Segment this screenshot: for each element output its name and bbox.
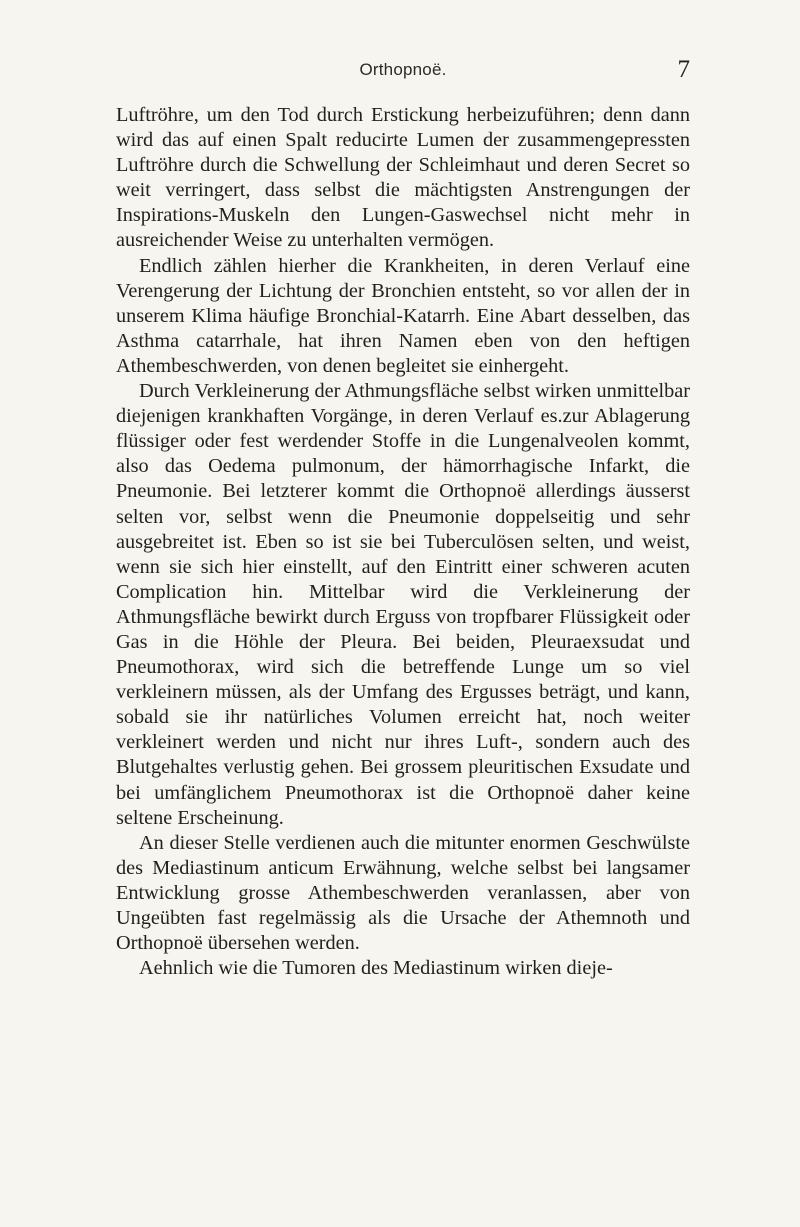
running-head-title: Orthopnoë. bbox=[359, 60, 447, 79]
paragraph: An dieser Stelle verdienen auch die mitunter enormen Geschwülste des Mediastinum anticum Erwähnung, welche selbst bei langsamer Entwicklung grosse Athembeschwerden veranlassen, aber von Ungeübten fast regelmässig als die Ursache der Athemnoth und Orthopnoë übersehen werden. bbox=[116, 831, 690, 955]
running-head bbox=[116, 56, 690, 88]
paragraph: Luftröhre, um den Tod durch Erstickung herbeizuführen; denn dann wird das auf einen Spalt reducirte Lumen der zusammengepressten Luftröhre durch die Schwellung der Schleimhaut und deren Secret so weit verringert, dass selbst die mächtigsten Anstrengungen der Inspirations-Muskeln den Lungen-Gaswechsel nicht mehr in ausreichender Weise zu unterhalten vermögen. bbox=[116, 104, 690, 252]
paragraph: Durch Verkleinerung der Athmungsfläche selbst wirken unmittelbar diejenigen krankhaften Vorgänge, in deren Verlauf es.zur Ablagerung flüssiger oder fest werdender Stoffe in die Lungenalveolen kommt, also das Oedema pulmonum, der hämorrhagische Infarkt, die Pneumonie. Bei letzterer kommt die Orthopnoë allerdings äusserst selten vor, selbst wenn die Pneumonie doppelseitig und sehr ausgebreitet ist. Eben so ist sie bei Tuberculösen selten, und weist, wenn sie sich hier einstellt, auf den Eintritt einer schweren acuten Complication hin. Mittelbar wird die Verkleinerung der Athmungsfläche bewirkt durch Erguss von tropfbarer Flüssigkeit oder Gas in die Höhle der Pleura. Bei beiden, Pleuraexsudat und Pneumothorax, wird sich die betreffende Lunge um so viel verkleinern müssen, als der Umfang des Ergusses beträgt, und kann, sobald sie ihr natürliches Volumen erreicht hat, noch weiter verkleinert werden und nicht nur ihres Luft-, sondern auch des Blutgehaltes verlustig gehen. Bei grossem pleuritischen Exsudate und bei umfänglichem Pneumothorax ist die Orthopnoë daher keine seltene Erscheinung. bbox=[116, 380, 690, 829]
paragraph: Endlich zählen hierher die Krankheiten, in deren Verlauf eine Verengerung der Lichtung der Bronchien entsteht, so vor allen der in unserem Klima häufige Bronchial-Katarrh. Eine Abart desselben, das Asthma catarrhale, hat ihren Namen eben von den heftigen Athembeschwerden, von denen begleitet sie einhergeht. bbox=[116, 254, 690, 377]
page-number: 7 bbox=[677, 56, 690, 83]
paragraph: Aehnlich wie die Tumoren des Mediastinum wirken dieje- bbox=[139, 957, 613, 980]
body-text bbox=[116, 103, 690, 981]
